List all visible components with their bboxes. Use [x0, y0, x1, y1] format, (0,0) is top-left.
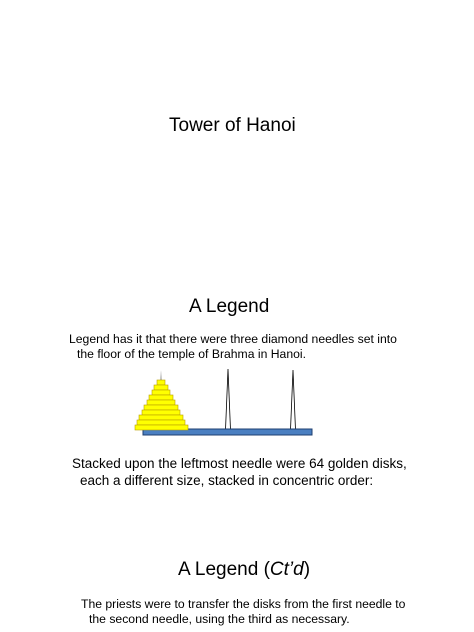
legend-paragraph-1	[69, 332, 397, 362]
legend-continued-paragraph	[81, 597, 405, 627]
legend-paragraph-2-line-1: Stacked upon the leftmost needle were 64 golden disks,	[72, 456, 407, 471]
slide-3-title-italic: Ct’d	[269, 559, 304, 580]
disk-7	[142, 410, 180, 415]
slide-3-title-prefix: A Legend (	[178, 559, 270, 580]
legend-continued-line-2: the second needle, using the third as necessary.	[89, 612, 350, 626]
disk-1	[157, 380, 165, 385]
disk-9	[137, 420, 185, 425]
disk-10	[135, 425, 188, 430]
legend-paragraph-1-line-2: the floor of the temple of Brahma in Hanoi.	[77, 347, 306, 361]
slide-3-title	[178, 559, 310, 581]
legend-paragraph-2-line-2: each a different size, stacked in concentric order:	[80, 473, 374, 488]
legend-paragraph-2	[72, 455, 407, 489]
needle-middle	[226, 369, 231, 430]
disk-6	[144, 405, 178, 410]
disk-5	[147, 400, 175, 405]
disk-3	[152, 390, 170, 395]
slide-1-title: Tower of Hanoi	[169, 115, 296, 136]
disk-4	[149, 395, 173, 400]
legend-continued-line-1: The priests were to transfer the disks from the first needle to	[81, 597, 406, 611]
needle-right	[291, 370, 296, 430]
legend-paragraph-1-line-1: Legend has it that there were three diamond needles set into	[69, 332, 397, 346]
disk-2	[154, 385, 168, 390]
slide-2-title: A Legend	[189, 296, 270, 317]
slide-3-title-suffix: )	[303, 559, 311, 580]
disk-8	[139, 415, 183, 420]
tower-of-hanoi-illustration	[130, 368, 320, 440]
